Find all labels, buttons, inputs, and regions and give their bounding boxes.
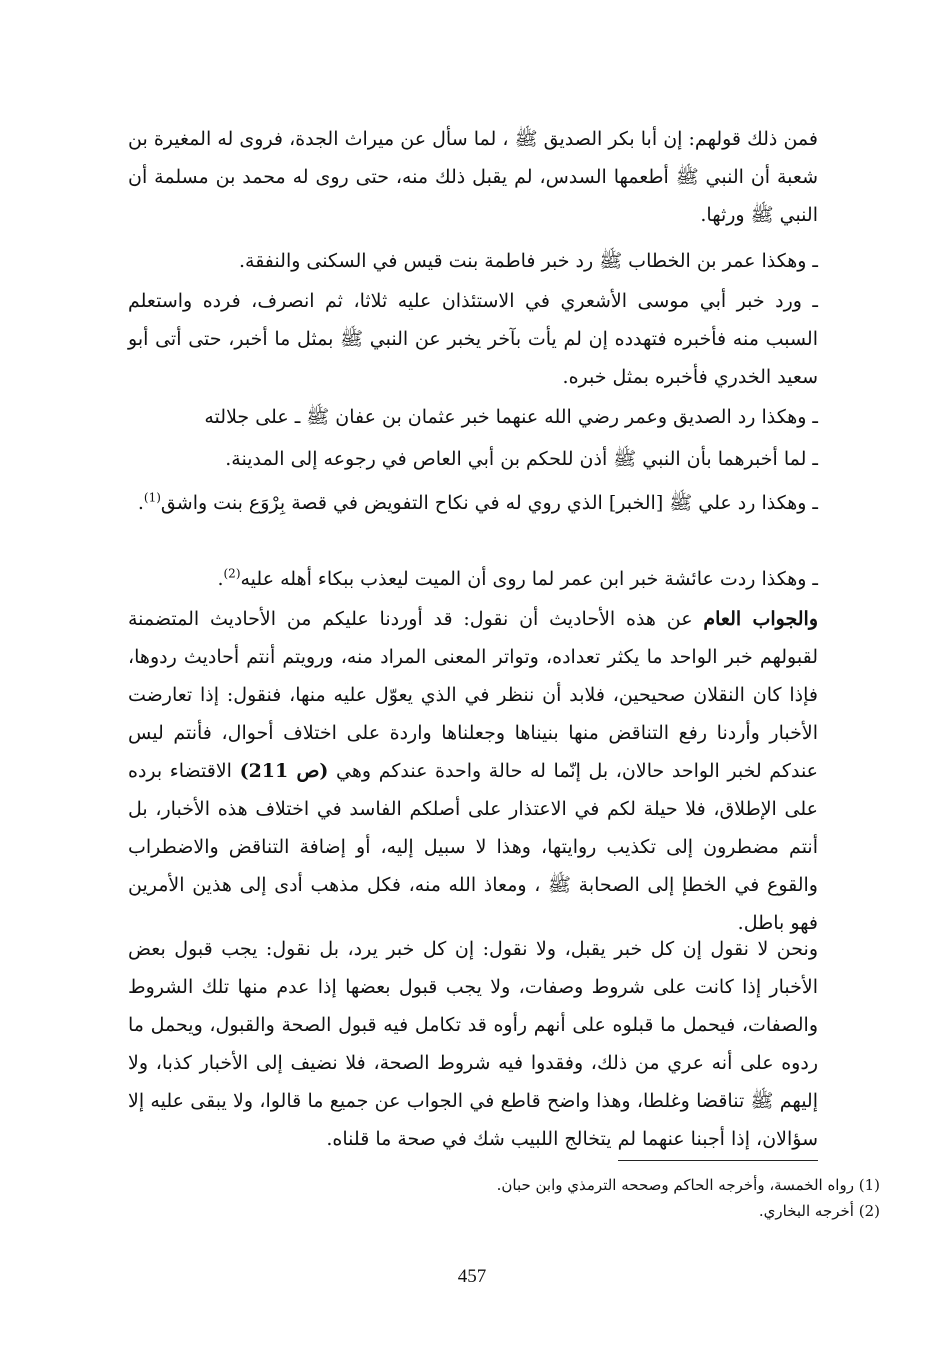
paragraph-body-b: الاقتضاء برده على الإطلاق، فلا حيلة لكم في الاعتذار على أصلكم الفاسد في اختلاف هذه الأخبار، بل أنتم مضطرون إلى تكذيب روايتها، وهذا لا سبيل إليه، أو إضافة التناقض والاضطراب والقوع في الخطإ إلى الصحابة ﷺ ، ومعاذ الله منه، فكل مذهب أدى إلى هذين الأمرين فهو باطل.	[128, 760, 818, 934]
footnote-1: (1) رواه الخمسة، وأخرجه الحاكم وصححه الترمذي وابن حبان.	[496, 1176, 880, 1194]
paragraph-text	[128, 600, 818, 942]
footnote-divider	[618, 1160, 818, 1161]
paragraph-text: ـ ورد خبر أبي موسى الأشعري في الاستئذان عليه ثلاثا، ثم انصرف، فرده واستعلم السبب منه فأخبره فتهدده إن لم يأت بآخر يخبر عن النبي ﷺ بمثل ما أخبر، حتى أتى أبو سعيد الخدري فأخبره بمثل خبره.	[128, 290, 819, 388]
footnote-2: (2) أخرجه البخاري.	[758, 1202, 880, 1220]
paragraph-text: ـ لما أخبرهما بأن النبي ﷺ أذن للحكم بن أبي العاص في رجوعه إلى المدينة.	[225, 448, 818, 470]
paragraph-text: ونحن لا نقول إن كل خبر يقبل، ولا نقول: إن كل خبر يرد، بل نقول: يجب قبول بعض الأخبار إذا كانت على شروط وصفات، ولا يجب قبول بعضها إذا عدم منها تلك الشروط والصفات، فيحمل ما قبلوه على أنهم رأوه قد تكامل فيه قبول الصحة والقبول، ويحمل ما ردوه على أنه عري من ذلك، وفقدوا فيه شروط الصحة، فلا نضيف إلى الأخبار كذبا، ولا إليهم ﷺ تناقضا وغلطا، وهذا واضح قاطع في الجواب عن جميع ما قالوا، ولا يبقى عليه إلا سؤالان، إذا أجبنا عنهما لم يتخالج اللبيب شك في صحة ما قلناه.	[128, 938, 818, 1150]
paragraph-hakam	[128, 440, 818, 478]
paragraph-text	[128, 484, 818, 522]
footnotes	[300, 1172, 880, 1224]
paragraph-text: ـ وهكذا عمر بن الخطاب ﷺ رد خبر فاطمة بنت قيس في السكنى والنفقة.	[238, 250, 818, 272]
paragraph-main-text: ـ وهكذا رد علي ﷺ [الخبر] الذي روي له في نكاح التفويض في قصة بِرْوَع بنت واشق	[160, 492, 818, 514]
paragraph-uthman	[128, 398, 818, 436]
paragraph-abu-musa	[128, 282, 818, 396]
paragraph-main-text: ـ وهكذا ردت عائشة خبر ابن عمر لما روى أن الميت ليعذب ببكاء أهله عليه	[240, 568, 818, 590]
paragraph-ali-barwa	[128, 484, 818, 522]
paragraph-abu-bakr	[128, 120, 818, 234]
paragraph-umar-fatima	[128, 242, 818, 280]
paragraph-aisha	[128, 560, 818, 598]
paragraph-text: ـ وهكذا رد الصديق وعمر رضي الله عنهما خبر عثمان بن عفان ﷺ ـ على جلالته	[204, 406, 818, 428]
footnote-ref-2[interactable]: (2)	[223, 566, 241, 581]
paragraph-body-a: عن هذه الأحاديث أن نقول: قد أوردنا عليكم من الأحاديث المتضمنة لقبولهم خبر الواحد ما يكثر تعداده، وتواتر المعنى المراد منه، ورويتم أنتم أحاديث ردوها، فإذا كان النقلان صحيحين، فلابد أن ننظر في الذي يعوّل عليه منها، فنقول: إذا تعارضت الأخبار وأردنا رفع التناقض منها بنيناها وجعلناها واردة على اختلاف أحوال، فأنتم ليس عندكم لخبر الواحد حالان، بل إنّما له حالة واحدة عندكم وهي	[128, 608, 819, 782]
paragraph-text	[128, 560, 818, 598]
paragraph-end: .	[137, 492, 144, 514]
paragraph-end: .	[217, 568, 224, 590]
paragraph-text: فمن ذلك قولهم: إن أبا بكر الصديق ﷺ ، لما سأل عن ميراث الجدة، فروى له المغيرة بن شعبة أن النبي ﷺ أطعمها السدس، لم يقبل ذلك منه، حتى روى له محمد بن مسلمة أن النبي ﷺ ورثها.	[128, 128, 818, 226]
page-reference: (ص 211)	[239, 760, 329, 782]
paragraph-lead-heading: والجواب العام	[703, 608, 818, 630]
page-number: 457	[457, 1266, 487, 1287]
paragraph-conclusion	[128, 930, 818, 1158]
footnote-ref-1[interactable]: (1)	[143, 490, 161, 505]
paragraph-general-answer	[128, 600, 818, 942]
